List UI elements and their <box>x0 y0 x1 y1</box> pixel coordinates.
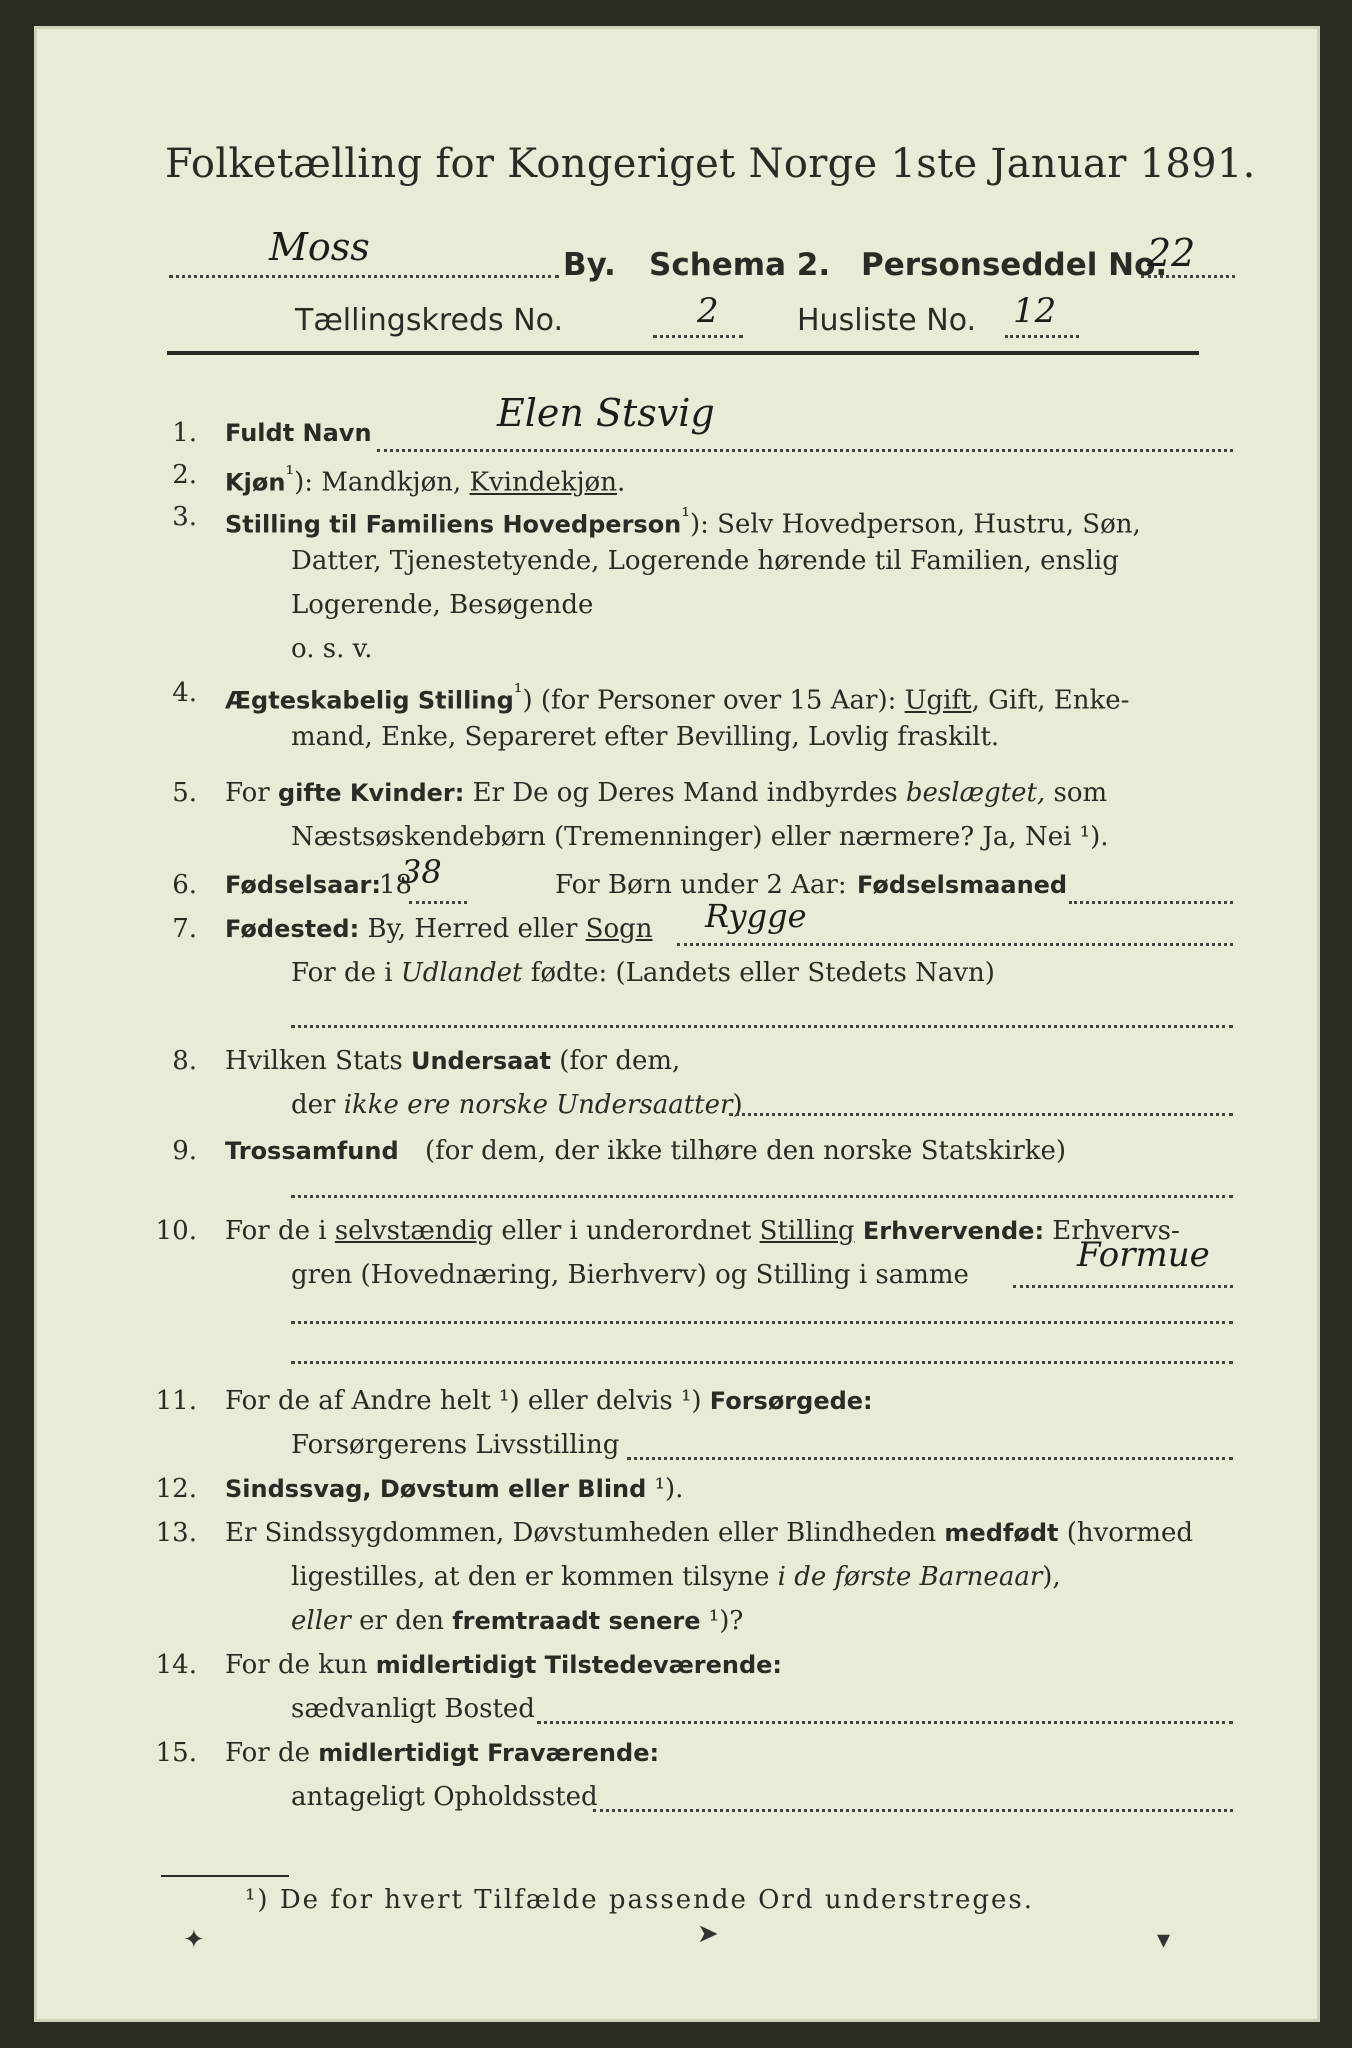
q6-label2: Fødselsmaaned <box>857 871 1068 899</box>
q6-text: For Børn under 2 Aar: <box>555 870 847 900</box>
q15-dotted-line <box>593 1809 1233 1812</box>
q5-line2: Næstsøskendebørn (Tremenninger) eller nærmere? Ja, Nei ¹). <box>291 822 1109 852</box>
town-handwritten: Moss <box>269 225 370 269</box>
husliste-number: 12 <box>1013 291 1057 331</box>
q3-line4: o. s. v. <box>291 634 373 664</box>
q13-line3-label: fremtraadt senere <box>452 1607 701 1635</box>
town-dotted-line <box>169 275 559 278</box>
q13-number: 13. <box>155 1518 197 1548</box>
q3-line3: Logerende, Besøgende <box>291 590 594 620</box>
q6-year-value: 38 <box>401 853 442 891</box>
q10-label: Erhvervende: <box>854 1217 1045 1245</box>
husliste-dotted-line <box>1005 335 1079 338</box>
q14-dotted-line <box>537 1721 1233 1724</box>
q5-number: 5. <box>172 778 197 808</box>
q4-rest: , Gift, Enke- <box>971 685 1130 716</box>
q8-line2a: der <box>291 1090 344 1120</box>
q4-underlined-option: Ugift <box>904 685 972 716</box>
q6-dotted-line <box>409 901 467 904</box>
footnote: ¹) De for hvert Tilfælde passende Ord understreges. <box>245 1885 1035 1915</box>
q8-text: (for dem, <box>550 1046 681 1076</box>
q7-text: By, Herred eller <box>359 914 586 944</box>
q14-number: 14. <box>155 1650 197 1680</box>
q10-underlined-1: selvstændig <box>334 1216 494 1246</box>
q10-line2: gren (Hovednæring, Bierhverv) og Stilling i samme <box>291 1260 969 1290</box>
personseddel-label: Personseddel No. <box>861 247 1168 283</box>
q15-line2: antageligt Opholdssted <box>291 1782 598 1812</box>
q2-underlined-option: Kvindekjøn <box>469 467 617 498</box>
q8-line2b: ) <box>732 1090 743 1120</box>
q10-occupation-value: Formue <box>1077 1235 1210 1275</box>
q7-place-value: Rygge <box>705 897 807 935</box>
q14-line2: sædvanligt Bosted <box>291 1694 535 1724</box>
q3-number: 3. <box>172 502 197 532</box>
q9-label: Trossamfund <box>225 1137 399 1165</box>
q8-line2-italic: ikke ere norske Undersaatter <box>343 1090 733 1120</box>
header-rule <box>167 351 1199 355</box>
q8-line2 <box>291 1083 743 1127</box>
q4-sup: ¹ <box>513 680 523 705</box>
q7-underlined-option: Sogn <box>585 914 653 944</box>
q15-pre: For de <box>225 1738 319 1768</box>
q10-mid: eller i underordnet <box>493 1216 760 1246</box>
q14-pre: For de kun <box>225 1650 376 1680</box>
q11-line2: Forsørgerens Livsstilling <box>291 1430 620 1460</box>
q3-label: Stilling til Familiens Hovedperson <box>225 510 682 539</box>
q8-number: 8. <box>172 1046 197 1076</box>
corner-mark-left: ✦ <box>183 1925 205 1955</box>
q5-pre: For <box>225 778 278 808</box>
q7-line2-italic: Udlandet <box>400 958 523 988</box>
q2-label: Kjøn <box>225 468 286 497</box>
q12-number: 12. <box>155 1474 197 1504</box>
q6-year-prefix: 18 <box>379 870 413 900</box>
q15-label: midlertidigt Fraværende: <box>318 1739 660 1767</box>
footnote-rule <box>161 1875 289 1877</box>
q2-text: ): Mandkjøn, <box>294 467 470 498</box>
q2-sup: ¹ <box>285 462 295 487</box>
q7-dotted-line <box>677 943 1233 946</box>
q4-label: Ægteskabelig Stilling <box>225 686 514 715</box>
q9-dotted-line <box>291 1195 1233 1198</box>
q7-label: Fødested: <box>225 915 360 943</box>
q7-number: 7. <box>172 914 197 944</box>
q13-line2 <box>291 1555 1061 1599</box>
q2-number: 2. <box>172 460 197 490</box>
q7-line2 <box>291 951 995 995</box>
schema-label: Schema 2. <box>649 247 831 283</box>
kreds-dotted-line <box>653 335 743 338</box>
q5-italic: beslægtet, <box>905 778 1046 808</box>
q5-text: Er De og Deres Mand indbyrdes <box>464 778 906 808</box>
by-label: By. <box>563 247 616 283</box>
q7-country-dotted-line <box>291 1025 1233 1028</box>
q2-end: . <box>616 467 626 498</box>
q13-line3a: er den <box>350 1606 453 1636</box>
q7-line2b: fødte: (Landets eller Stedets Navn) <box>522 958 995 988</box>
q10-extra-dotted-line-1 <box>291 1321 1233 1324</box>
q4-text: ) (for Personer over 15 Aar): <box>522 685 905 716</box>
personseddel-dotted-line <box>1141 275 1235 278</box>
q5-label: gifte Kvinder: <box>277 779 465 807</box>
q9-number: 9. <box>172 1136 197 1166</box>
q7-line2a: For de i <box>291 958 401 988</box>
q13-line3-italic: eller <box>291 1606 351 1636</box>
q6-month-dotted-line <box>1069 901 1233 904</box>
kreds-label: Tællingskreds No. <box>295 303 563 338</box>
q13-line2b: ), <box>1042 1562 1061 1592</box>
personseddel-number: 22 <box>1147 231 1196 275</box>
q9-text: (for dem, der ikke tilhøre den norske Statskirke) <box>425 1136 1067 1166</box>
q13-line3 <box>291 1599 743 1643</box>
q1-dotted-line <box>377 449 1233 452</box>
q10-extra-dotted-line-2 <box>291 1361 1233 1364</box>
q1-label: Fuldt Navn <box>225 419 372 447</box>
kreds-number: 2 <box>697 291 719 331</box>
q5-rest: som <box>1045 778 1108 808</box>
q12-label: Sindssvag, Døvstum eller Blind <box>225 1475 647 1503</box>
corner-mark-right: ▾ <box>1157 1925 1171 1955</box>
q11-number: 11. <box>155 1386 197 1416</box>
q6-number: 6. <box>172 870 197 900</box>
q13-line3b: ¹)? <box>700 1606 744 1636</box>
q4-number: 4. <box>172 678 197 708</box>
census-form <box>34 26 1320 2022</box>
q6-label: Fødselsaar: <box>225 871 381 899</box>
q1-name-value: Elen Stsvig <box>497 391 715 435</box>
q10-rest: Erhvervs- <box>1044 1216 1180 1246</box>
q12-end: ¹). <box>646 1474 684 1504</box>
q15-number: 15. <box>155 1738 197 1768</box>
corner-mark-center: ➤ <box>697 1919 719 1949</box>
q11-label: Forsørgede: <box>709 1387 873 1415</box>
q3-line1: ): Selv Hovedperson, Hustru, Søn, <box>689 509 1141 540</box>
q3-line2: Datter, Tjenestetyende, Logerende hørende til Familien, enslig <box>291 546 1119 576</box>
q8-pre: Hvilken Stats <box>225 1046 411 1076</box>
q4-line2: mand, Enke, Separeret efter Bevilling, Lovlig fraskilt. <box>291 722 1000 752</box>
q10-number: 10. <box>155 1216 197 1246</box>
q8-label: Undersaat <box>410 1047 551 1075</box>
q3-sup: ¹ <box>681 504 690 529</box>
q10-underlined-2: Stilling <box>759 1216 855 1246</box>
q10-pre: For de i <box>225 1216 335 1246</box>
q14-label: midlertidigt Tilstedeværende: <box>375 1651 783 1679</box>
q13-label: medfødt <box>944 1519 1059 1547</box>
q1-number: 1. <box>172 418 197 448</box>
q8-dotted-line <box>729 1113 1233 1116</box>
q11-dotted-line <box>627 1457 1233 1460</box>
q13-text: Er Sindssygdommen, Døvstumheden eller Blindheden <box>225 1518 945 1548</box>
q11-text: For de af Andre helt ¹) eller delvis ¹) <box>225 1386 710 1416</box>
form-title: Folketælling for Kongeriget Norge 1ste Januar 1891. <box>165 141 1256 187</box>
q10-dotted-line <box>1013 1285 1233 1288</box>
q13-rest: (hvormed <box>1058 1518 1194 1548</box>
q13-line2-italic: i de første Barneaar <box>777 1562 1043 1592</box>
husliste-label: Husliste No. <box>797 303 977 338</box>
q13-line2a: ligestilles, at den er kommen tilsyne <box>291 1562 778 1592</box>
